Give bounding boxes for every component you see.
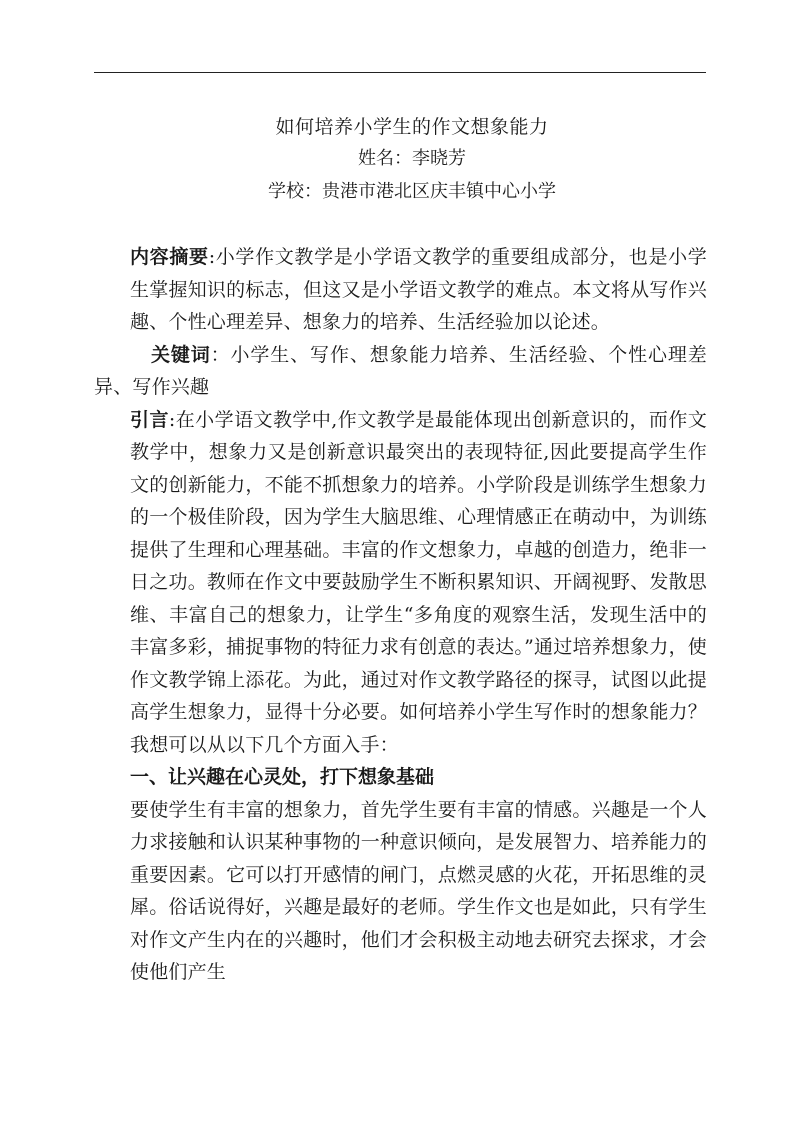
header-rule [94, 72, 706, 73]
abstract-label: 内容摘要 [130, 246, 209, 268]
keywords-text: ：小学生、写作、想象能力培养、生活经验、个性心理差异、写作兴趣 [94, 343, 707, 398]
abstract-paragraph [117, 241, 707, 339]
school-line: 学校：贵港市港北区庆丰镇中心小学 [268, 181, 556, 202]
document-title: 如何培养小学生的作文想象能力 [275, 116, 549, 138]
author-line: 姓名：李晓芳 [358, 148, 466, 169]
introduction-paragraph [117, 404, 707, 762]
section-heading: 一、让兴趣在心灵处，打下想象基础 [130, 766, 435, 788]
introduction-text: :在小学语文教学中,作文教学是最能体现出创新意识的，而作文教学中，想象力又是创新意识最突出的表现特征,因此要提高学生作文的创新能力，不能不抓想象力的培养。小学阶段是训练学生想象力的一个极佳阶段，因为学生大脑思维、心理情感正在萌动中，为训练提供了生理和心理基础。丰富的作文想象力，卓越的创造力，绝非一日之功。教师在作文中要鼓励学生不断积累知识、开阔视野、发散思维、丰富自己的想象力，让学生“多角度的观察生活，发现生活中的丰富多彩，捕捉事物的特征力求有创意的表达。”通过培养想象力，使作文教学锦上添花。为此，通过对作文教学路径的探寻，试图以此提高学生想象力，显得十分必要。如何培养小学生写作时的想象能力？我想可以从以下几个方面入手： [130, 408, 707, 756]
keywords-paragraph [94, 339, 707, 404]
introduction-label: 引言 [130, 408, 169, 431]
keywords-label: 关键词 [151, 343, 211, 366]
section-paragraph: 要使学生有丰富的想象力，首先学生要有丰富的情感。兴趣是一个人力求接触和认识某种事物的一种意识倾向，是发展智力、培养能力的重要因素。它可以打开感情的闸门，点燃灵感的火花，开拓思维的灵犀。俗话说得好，兴趣是最好的老师。学生作文也是如此，只有学生对作文产生内在的兴趣时，他们才会积极主动地去研究去探求，才会使他们产生 [130, 798, 707, 983]
document-body [94, 112, 707, 989]
abstract-text: :小学作文教学是小学语文教学的重要组成部分，也是小学生掌握知识的标志，但这又是小学语文教学的难点。本文将从写作兴趣、个性心理差异、想象力的培养、生活经验加以论述。 [130, 246, 707, 333]
spacer [117, 208, 707, 241]
